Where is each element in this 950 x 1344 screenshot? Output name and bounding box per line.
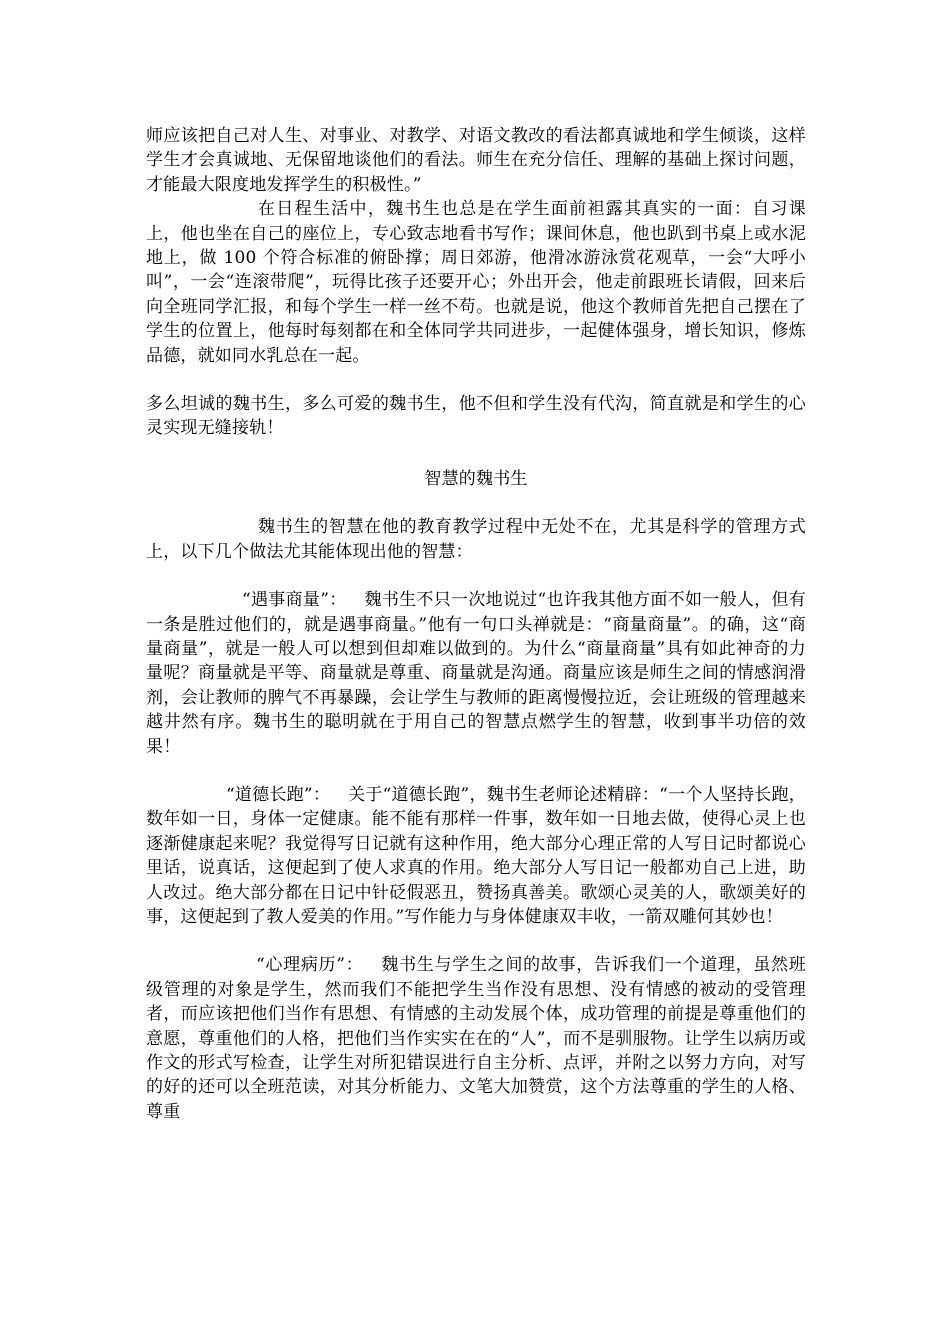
paragraph-consult <box>146 588 806 759</box>
paragraph-daily-life: 在日程生活中，魏书生也总是在学生面前袒露其真实的一面：自习课上，他也坐在自己的座位上，专心致志地看书写作；课间休息，他也趴到书桌上或水泥地上，做 100 个符合标准的俯卧撑；周日郊游，他滑冰游泳赏花观草，一会“大呼小叫”，一会“连滚带爬”，玩得比孩子还要开心；外出开会，他走前跟班长请假，回来后向全班同学汇报，和每个学生一样一丝不苟。也就是说，他这个教师首先把自己摆在了学生的位置上，他每时每刻都在和全体同学共同进步，一起健体强身，增长知识，修炼品德，就如同水乳总在一起。 <box>146 199 806 366</box>
section-heading: 智慧的魏书生 <box>424 468 528 489</box>
paragraph-body-psych-record: 魏书生与学生之间的故事，告诉我们一个道理，虽然班级管理的对象是学生，然而我们不能把学生当作没有思想、没有情感的被动的受管理者，而应该把他们当作有思想、有情感的主动发展个体，成功管理的前提是尊重他们的意愿，尊重他们的人格，把他们当作实实在在的“人”，而不是驯服物。让学生以病历或作文的形式写检查，让学生对所犯错误进行自主分析、点评，并附之以努力方向，对写的好的还可以全班范读，对其分析能力、文笔大加赞赏，这个方法尊重的学生的人格、尊重 <box>146 955 806 1122</box>
paragraph-tag-consult: “遇事商量”： <box>242 590 347 611</box>
paragraph-tag-moral-run: “道德长跑”： <box>226 784 331 805</box>
paragraph-tag-psych-record: “心理病历”： <box>256 955 364 976</box>
paragraph-psych-record <box>146 953 806 1124</box>
paragraph-summary: 多么坦诚的魏书生，多么可爱的魏书生，他不但和学生没有代沟，简直就是和学生的心灵实现无缝接轨！ <box>146 394 806 439</box>
paragraph-continued: 师应该把自己对人生、对事业、对教学、对语文教改的看法都真诚地和学生倾谈，这样学生才会真诚地、无保留地谈他们的看法。师生在充分信任、理解的基础上探讨问题，才能最大限度地发挥学生的积极性。” <box>146 126 806 195</box>
paragraph-body-consult: 魏书生不只一次地说过“也许我其他方面不如一般人，但有一条是胜过他们的，就是遇事商量。”他有一句口头禅就是：“商量商量”。的确，这“商量商量”，就是一般人可以想到但却难以做到的。为什么“商量商量”具有如此神奇的力量呢？商量就是平等、商量就是尊重、商量就是沟通。商量应该是师生之间的情感润滑剂，会让教师的脾气不再暴躁，会让学生与教师的距离慢慢拉近，会让班级的管理越来越井然有序。魏书生的聪明就在于用自己的智慧点燃学生的智慧，收到事半功倍的效果！ <box>146 590 806 757</box>
paragraph-body-moral-run: 关于“道德长跑”，魏书生老师论述精辟：“一个人坚持长跑，数年如一日，身体一定健康。能不能有那样一件事，数年如一日地去做，使得心灵上也逐渐健康起来呢？我觉得写日记就有这种作用，绝大部分心理正常的人写日记时都说心里话，说真话，这便起到了使人求真的作用。绝大部分人写日记一般都劝自己上进，助人改过。绝大部分都在日记中针砭假恶丑，赞扬真善美。歌颂心灵美的人，歌颂美好的事，这便起到了教人爱美的作用。”写作能力与身体健康双丰收，一箭双雕何其妙也！ <box>146 784 806 927</box>
paragraph-moral-run <box>146 783 806 929</box>
paragraph-wisdom-intro: 魏书生的智慧在他的教育教学过程中无处不在，尤其是科学的管理方式上，以下几个做法尤其能体现出他的智慧： <box>146 517 806 562</box>
document-page <box>146 124 806 1124</box>
